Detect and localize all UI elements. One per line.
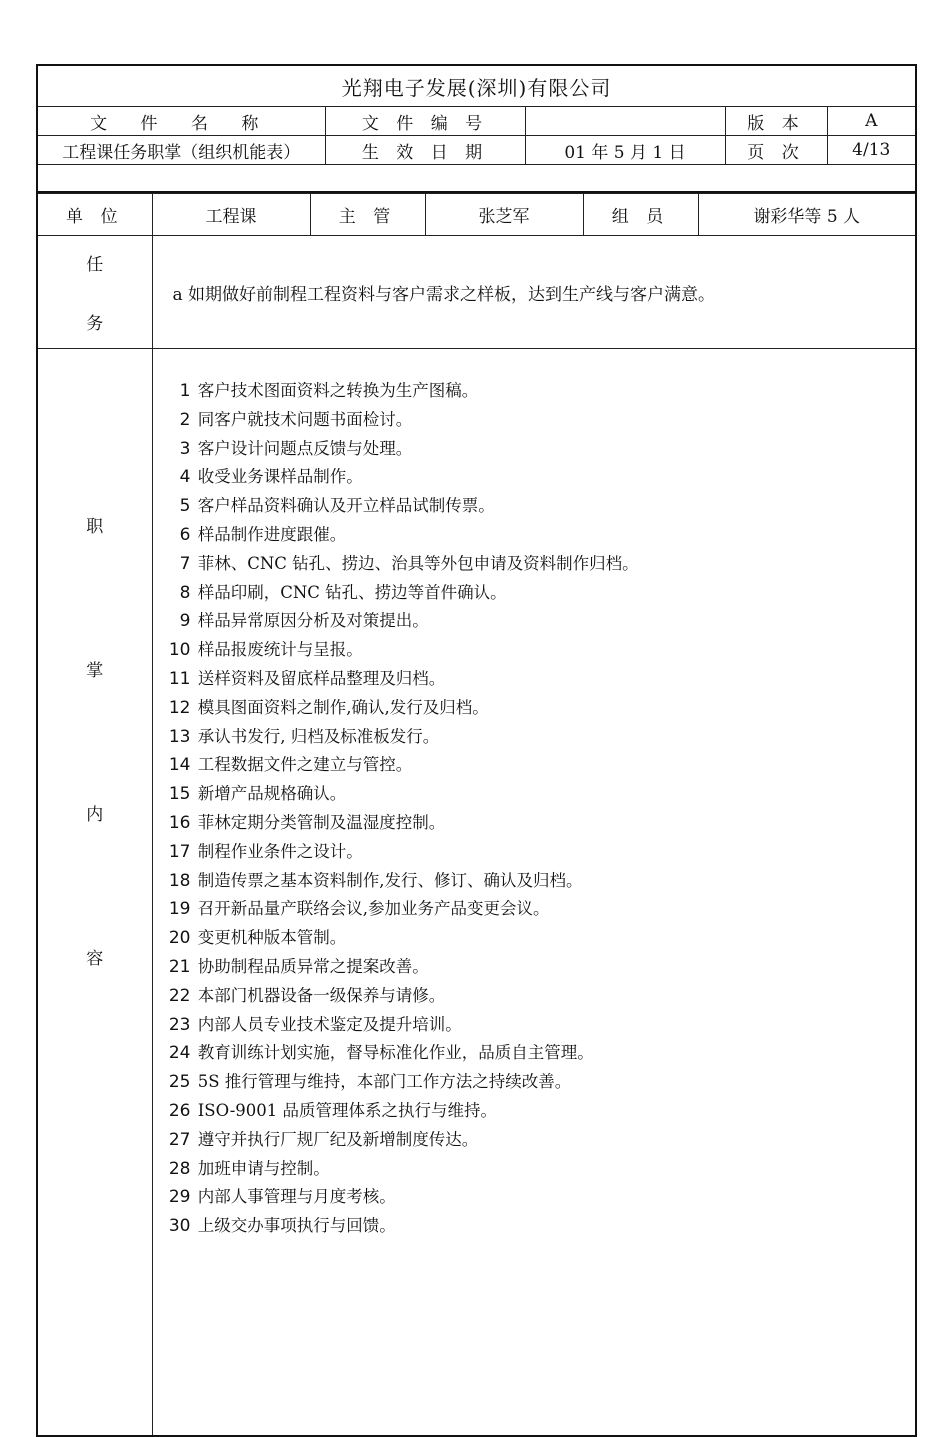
duty-item <box>161 982 916 1011</box>
duty-number: 11 <box>168 668 191 689</box>
duty-text: 协助制程品质异常之提案改善。 <box>197 956 429 976</box>
duty-number: 14 <box>168 755 191 776</box>
duty-text: 收受业务课样品制作。 <box>197 467 363 487</box>
task-label-char: 任 <box>86 255 104 275</box>
duty-item <box>161 809 916 838</box>
unit-label: 单 位 <box>37 194 152 236</box>
members-label: 组 员 <box>583 194 698 236</box>
page-label: 页 次 <box>725 136 827 165</box>
duty-number: 19 <box>168 899 191 920</box>
duty-number: 1 <box>179 381 191 401</box>
duty-number: 20 <box>168 928 191 949</box>
task-text: a 如期做好前制程工程资料与客户需求之样板，达到生产线与客户满意。 <box>152 236 916 349</box>
duty-item <box>161 435 916 464</box>
duty-number: 17 <box>168 841 191 862</box>
duty-number: 9 <box>179 611 191 632</box>
duty-text: 样品印刷，CNC 钻孔、捞边等首件确认。 <box>197 582 507 602</box>
effective-date-label: 生 效 日 期 <box>325 136 525 165</box>
duty-text: 5S 推行管理与维持，本部门工作方法之持续改善。 <box>197 1072 572 1092</box>
duty-text: 内部人事管理与月度考核。 <box>197 1187 396 1207</box>
duty-number: 27 <box>168 1129 191 1150</box>
duties-label-char: 掌 <box>86 661 104 681</box>
duty-text: 菲林定期分类管制及温湿度控制。 <box>197 812 446 832</box>
duty-number: 30 <box>168 1216 191 1237</box>
duty-item <box>161 1126 916 1155</box>
duty-item <box>161 463 916 492</box>
duties-content <box>152 349 916 1437</box>
duty-text: 新增产品规格确认。 <box>197 784 347 804</box>
duty-number: 7 <box>179 553 191 574</box>
header-table <box>36 64 917 193</box>
duty-text: 样品制作进度跟催。 <box>197 524 347 544</box>
duty-item <box>161 953 916 982</box>
duty-number: 2 <box>179 409 191 430</box>
duty-text: 承认书发行, 归档及标准板发行。 <box>197 726 440 746</box>
page-value: 4/13 <box>827 136 916 165</box>
supervisor-label: 主 管 <box>310 194 425 236</box>
duty-number: 22 <box>168 985 191 1006</box>
duty-text: 加班申请与控制。 <box>197 1158 330 1178</box>
duties-label <box>37 349 152 1437</box>
duty-number: 21 <box>168 956 191 977</box>
duty-item <box>161 924 916 953</box>
duty-item <box>161 751 916 780</box>
spacer-row <box>37 165 916 193</box>
duty-text: 内部人员专业技术鉴定及提升培训。 <box>197 1014 462 1034</box>
duty-item <box>161 723 916 752</box>
body-table <box>36 193 917 1437</box>
duty-item <box>161 838 916 867</box>
duty-number: 24 <box>168 1043 191 1064</box>
duty-number: 5 <box>179 496 191 517</box>
duty-item <box>161 579 916 608</box>
duty-number: 29 <box>168 1187 191 1208</box>
duty-text: 本部门机器设备一级保养与请修。 <box>197 985 446 1005</box>
duty-text: 工程数据文件之建立与管控。 <box>197 755 413 775</box>
duty-item <box>161 1097 916 1126</box>
duty-number: 25 <box>168 1072 191 1093</box>
duty-item <box>161 521 916 550</box>
duty-text: 客户样品资料确认及开立样品试制传票。 <box>197 496 495 516</box>
duties-label-char: 内 <box>86 805 104 825</box>
duty-text: 模具图面资料之制作,确认,发行及归档。 <box>197 697 489 717</box>
duty-text: 召开新品量产联络会议,参加业务产品变更会议。 <box>197 899 550 919</box>
duty-number: 18 <box>168 870 191 891</box>
duty-item <box>161 1039 916 1068</box>
duty-item <box>161 1011 916 1040</box>
duty-text: 遵守并执行厂规厂纪及新增制度传达。 <box>197 1129 479 1149</box>
duty-item <box>161 665 916 694</box>
file-no-value <box>525 107 725 136</box>
duty-item <box>161 867 916 896</box>
duty-item <box>161 377 916 406</box>
duty-item <box>161 550 916 579</box>
file-name-label: 文 件 名 称 <box>37 107 325 136</box>
duty-item <box>161 492 916 521</box>
duty-text: 客户设计问题点反馈与处理。 <box>197 438 413 458</box>
effective-date-value: 01 年 5 月 1 日 <box>525 136 725 165</box>
duty-item <box>161 780 916 809</box>
file-no-label: 文 件 编 号 <box>325 107 525 136</box>
version-value: A <box>827 107 916 136</box>
duty-text: 送样资料及留底样品整理及归档。 <box>197 668 446 688</box>
doc-title: 工程课任务职掌（组织机能表） <box>37 136 325 165</box>
duties-label-char: 容 <box>86 949 104 969</box>
duty-text: 制程作业条件之设计。 <box>197 841 363 861</box>
duty-number: 6 <box>179 524 191 545</box>
duty-number: 16 <box>168 812 191 833</box>
duty-text: 制造传票之基本资料制作,发行、修订、确认及归档。 <box>197 870 583 890</box>
duty-number: 3 <box>179 438 191 459</box>
company-title: 光翔电子发展(深圳)有限公司 <box>37 65 916 107</box>
duty-text: 客户技术图面资料之转换为生产图稿。 <box>197 381 479 400</box>
duty-item <box>161 607 916 636</box>
duty-item <box>161 895 916 924</box>
duty-number: 10 <box>168 640 191 661</box>
duty-number: 8 <box>179 582 191 603</box>
duty-text: ISO-9001 品质管理体系之执行与维持。 <box>197 1100 498 1120</box>
duties-label-char: 职 <box>86 517 104 537</box>
duty-text: 样品异常原因分析及对策提出。 <box>197 611 429 631</box>
task-label <box>37 236 152 349</box>
duty-item <box>161 1212 916 1241</box>
duty-text: 变更机种版本管制。 <box>197 928 347 948</box>
duty-item <box>161 694 916 723</box>
duty-text: 上级交办事项执行与回馈。 <box>197 1216 396 1236</box>
duty-text: 教育训练计划实施，督导标准化作业，品质自主管理。 <box>197 1043 594 1063</box>
supervisor-value: 张芝军 <box>425 194 583 236</box>
duty-item <box>161 406 916 435</box>
duty-text: 菲林、CNC 钻孔、捞边、治具等外包申请及资料制作归档。 <box>197 553 639 573</box>
task-label-char: 务 <box>86 314 104 334</box>
unit-value: 工程课 <box>152 194 310 236</box>
document-form <box>36 64 915 1437</box>
duty-number: 13 <box>168 726 191 747</box>
version-label: 版 本 <box>725 107 827 136</box>
duty-item <box>161 636 916 665</box>
duty-number: 4 <box>179 467 191 488</box>
members-value: 谢彩华等 5 人 <box>698 194 916 236</box>
duty-text: 同客户就技术问题书面检讨。 <box>197 409 413 429</box>
duty-text: 样品报废统计与呈报。 <box>197 640 363 660</box>
duty-item <box>161 1183 916 1212</box>
duty-number: 26 <box>168 1100 191 1121</box>
duty-number: 12 <box>168 697 191 718</box>
duty-item <box>161 1155 916 1184</box>
duty-list <box>161 377 916 1241</box>
duty-number: 28 <box>168 1158 191 1179</box>
duty-number: 15 <box>168 784 191 805</box>
duty-number: 23 <box>168 1014 191 1035</box>
duty-item <box>161 1068 916 1097</box>
